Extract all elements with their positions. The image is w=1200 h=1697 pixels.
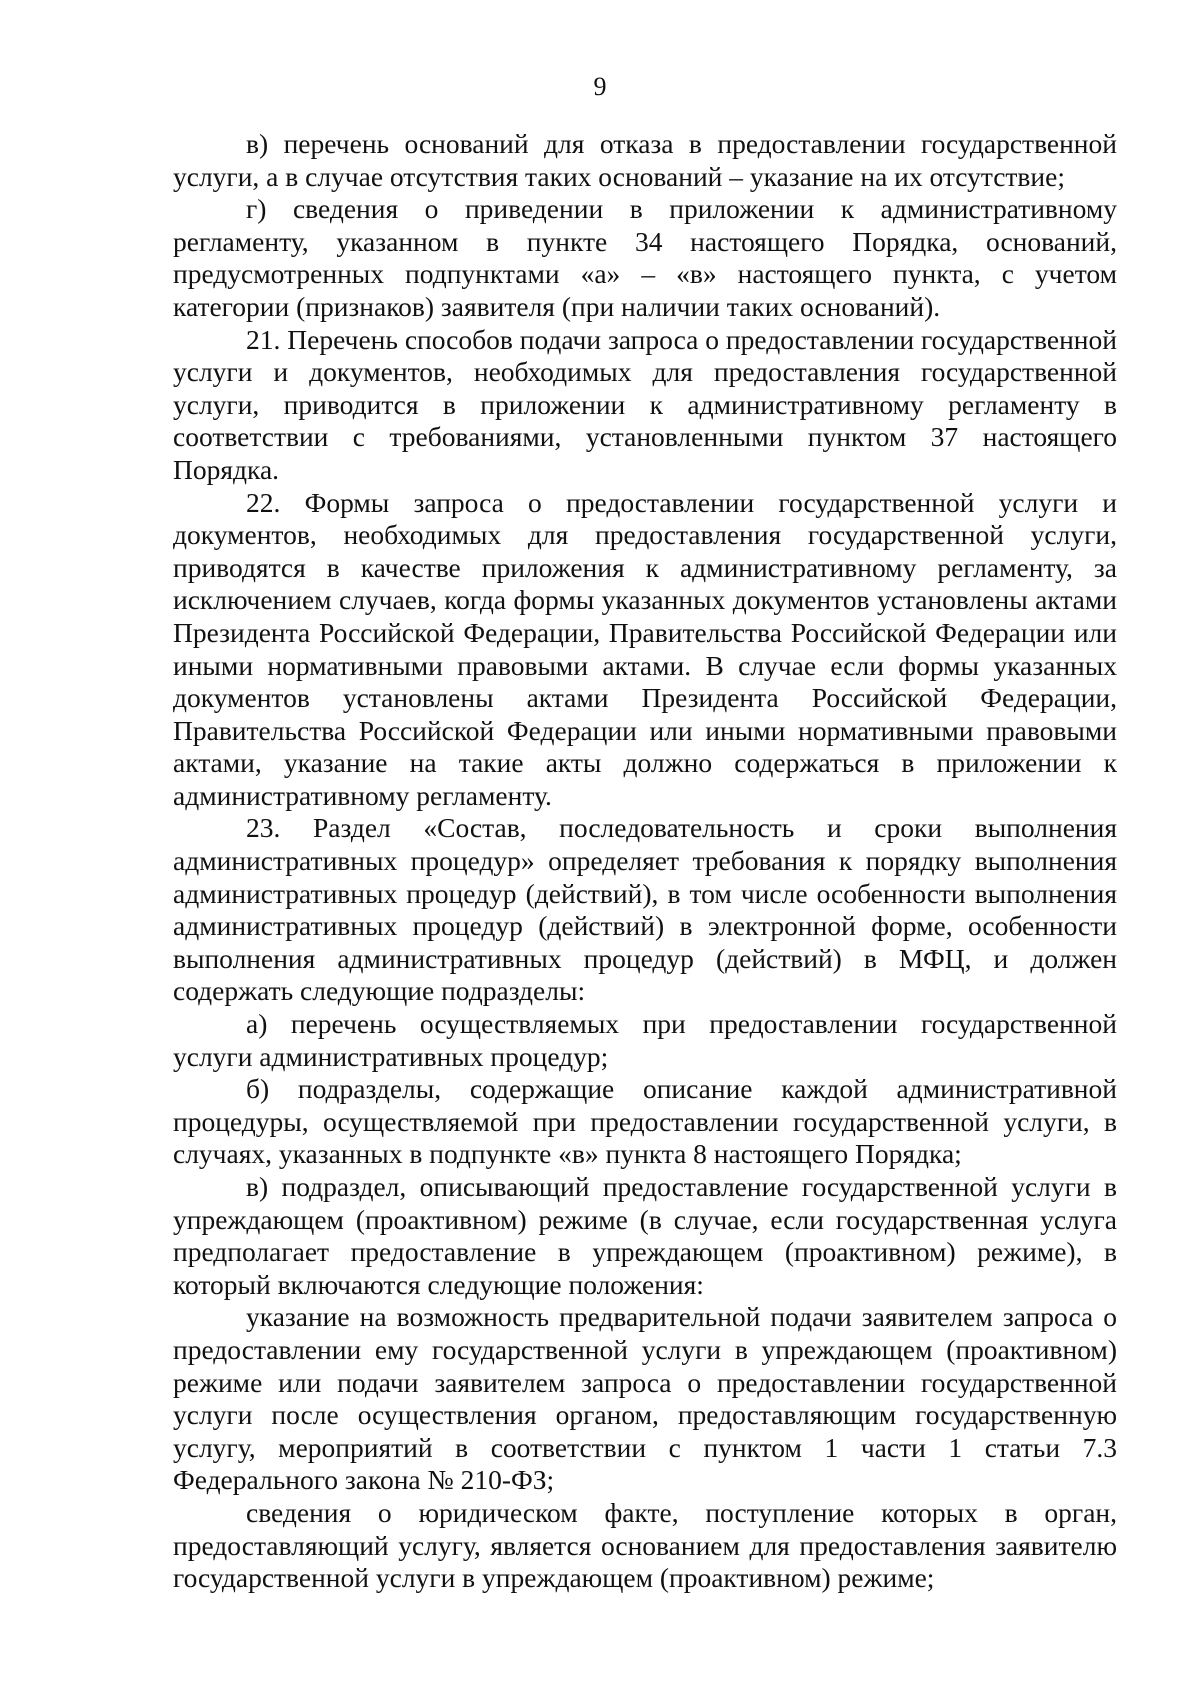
paragraph-23-section-composition: 23. Раздел «Состав, последовательность и сроки выполнения административных процедур» определяет требования к порядку выполнения административных процедур (действий), в том числе особенности выполнения административных процедур (действий) в электронной форме, особенности выполнения административных процедур (действий) в МФЦ, и должен содержать следующие подразделы: — [173, 812, 1117, 1007]
paragraph-legal-fact: сведения о юридическом факте, поступление которых в орган, предоставляющий услугу, является основанием для предоставления заявителю государственной услуги в упреждающем (проактивном) режиме; — [173, 1496, 1117, 1594]
paragraph-b-procedure-descriptions: б) подразделы, содержащие описание каждой административной процедуры, осуществляемой при предоставлении государственной услуги, в случаях, указанных в подпункте «в» пункта 8 настоящего Порядка; — [173, 1073, 1117, 1170]
paragraph-a-procedures-list: а) перечень осуществляемых при предоставлении государственной услуги административных процедур; — [173, 1008, 1117, 1072]
paragraph-g-applicant-category: г) сведения о приведении в приложении к административному регламенту, указанном в пункте 34 настоящего Порядка, оснований, предусмотренных подпунктами «а» – «в» настоящего пункта, с учетом категории (признаков) заявителя (при наличии таких оснований). — [173, 193, 1117, 322]
paragraph-proactive-request: указание на возможность предварительной подачи заявителем запроса о предоставлении ему государственной услуги в упреждающем (проактивном) режиме или подачи заявителем запроса о предоставлении государственной услуги после осуществления органом, предоставляющим государственную услугу, мероприятий в соответствии с пунктом 1 части 1 статьи 7.3 Федерального закона № 210-ФЗ; — [173, 1301, 1117, 1496]
paragraph-v-refusal-grounds: в) перечень оснований для отказа в предоставлении государственной услуги, а в случае отсутствия таких оснований – указание на их отсутствие; — [173, 128, 1117, 192]
document-body — [173, 128, 1117, 1595]
paragraph-v-proactive-mode: в) подраздел, описывающий предоставление государственной услуги в упреждающем (проактивном) режиме (в случае, если государственная услуга предполагает предоставление в упреждающем (проактивном) режиме), в который включаются следующие положения: — [173, 1171, 1117, 1300]
paragraph-22-request-forms: 22. Формы запроса о предоставлении государственной услуги и документов, необходимых для предоставления государственной услуги, приводятся в качестве приложения к административному регламенту, за исключением случаев, когда формы указанных документов установлены актами Президента Российской Федерации, Правительства Российской Федерации или иными нормативными правовыми актами. В случае если формы указанных документов установлены актами Президента Российской Федерации, Правительства Российской Федерации или иными нормативными правовыми актами, указание на такие акты должно содержаться в приложении к административному регламенту. — [173, 486, 1117, 811]
paragraph-21-submission-methods: 21. Перечень способов подачи запроса о предоставлении государственной услуги и документов, необходимых для предоставления государственной услуги, приводится в приложении к административному регламенту в соответствии с требованиями, установленными пунктом 37 настоящего Порядка. — [173, 323, 1117, 485]
page-number: 9 — [593, 72, 607, 101]
